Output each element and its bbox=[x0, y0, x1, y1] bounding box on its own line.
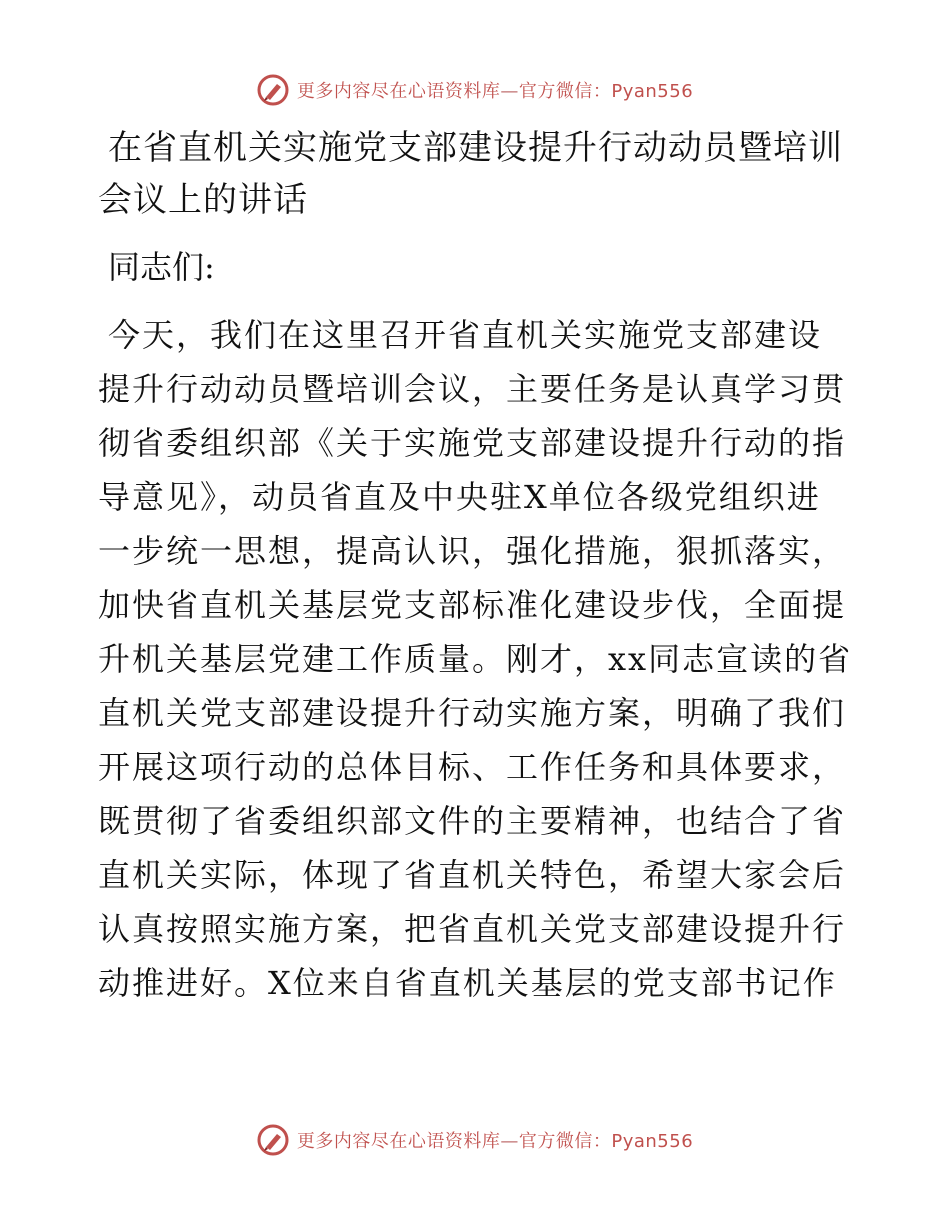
paragraph-line: 直机关实际，体现了省直机关特色，希望大家会后 bbox=[98, 856, 847, 894]
paragraph-line: 认真按照实施方案，把省直机关党支部建设提升行 bbox=[98, 910, 847, 948]
watermark-text bbox=[297, 1127, 693, 1153]
header-watermark bbox=[0, 70, 950, 110]
watermark-wechat-id: Pyan556 bbox=[611, 1131, 694, 1152]
paragraph-line: 既贯彻了省委组织部文件的主要精神，也结合了省 bbox=[98, 802, 847, 840]
watermark-wechat-label: 官方微信： bbox=[518, 1131, 612, 1152]
watermark-separator: — bbox=[500, 81, 519, 102]
paragraph-line: 加快省直机关基层党支部标准化建设步伐，全面提 bbox=[98, 586, 847, 624]
paragraph bbox=[98, 308, 858, 1010]
watermark-site: 更多内容尽在心语资料库 bbox=[296, 81, 501, 102]
watermark-site: 更多内容尽在心语资料库 bbox=[296, 1131, 501, 1152]
title-line-2: 会议上的讲话 bbox=[98, 180, 308, 220]
paragraph-line: 一步统一思想，提高认识，强化措施，狠抓落实， bbox=[98, 532, 847, 570]
paragraph-line: 彻省委组织部《关于实施党支部建设提升行动的指 bbox=[98, 424, 847, 462]
paragraph-line: 今天，我们在这里召开省直机关实施党支部建设 bbox=[108, 316, 823, 354]
title-line-1: 在省直机关实施党支部建设提升行动动员暨培训 bbox=[108, 128, 843, 168]
paragraph-line: 动推进好。X位来自省直机关基层的党支部书记作 bbox=[98, 964, 837, 1002]
paragraph-line: 提升行动动员暨培训会议，主要任务是认真学习贯 bbox=[98, 370, 847, 408]
watermark-wechat-id: Pyan556 bbox=[611, 81, 694, 102]
greeting: 同志们: bbox=[108, 248, 215, 286]
document-title bbox=[98, 122, 858, 226]
paragraph-line: 升机关基层党建工作质量。刚才，xx同志宣读的省 bbox=[98, 640, 853, 678]
paragraph-line: 开展这项行动的总体目标、工作任务和具体要求， bbox=[98, 748, 847, 786]
document-body bbox=[98, 122, 858, 1010]
pen-logo-icon bbox=[257, 1124, 289, 1156]
watermark-text bbox=[297, 77, 693, 103]
paragraph-line: 导意见》，动员省直及中央驻X单位各级党组织进 bbox=[98, 478, 821, 516]
footer-watermark bbox=[0, 1120, 950, 1160]
watermark-wechat-label: 官方微信： bbox=[518, 81, 612, 102]
pen-logo-icon bbox=[257, 74, 289, 106]
paragraph-line: 直机关党支部建设提升行动实施方案，明确了我们 bbox=[98, 694, 847, 732]
watermark-separator: — bbox=[500, 1131, 519, 1152]
